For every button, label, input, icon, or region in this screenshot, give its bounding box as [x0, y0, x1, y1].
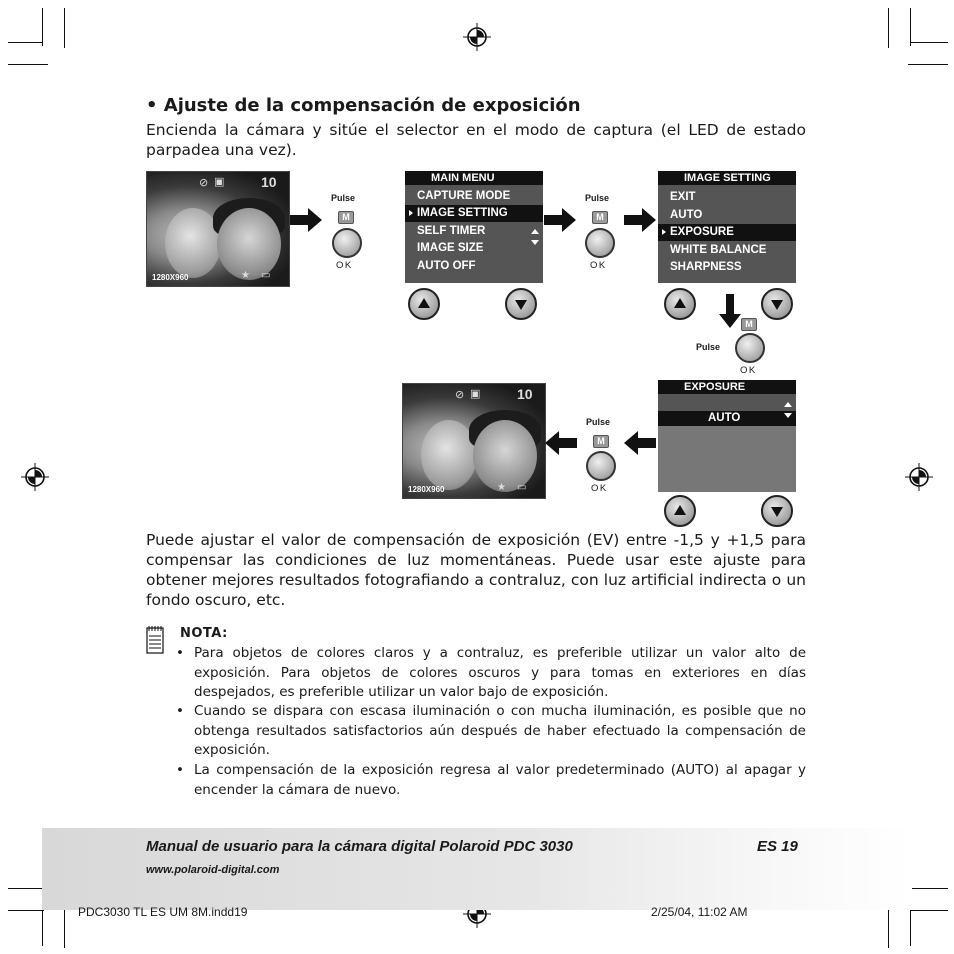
crop-mark — [910, 910, 911, 946]
down-arrow-icon — [771, 300, 783, 310]
crop-mark — [910, 42, 948, 43]
ok-label: OK — [336, 260, 353, 271]
bullet: • — [176, 762, 184, 778]
ok-label: OK — [740, 365, 757, 376]
bullet: • — [176, 703, 184, 719]
arrow-right-icon — [624, 208, 656, 232]
note-item-text: Para objetos de colores claros y a contraluz, es preferible utilizar un valor alto de exposición. Para objetos de colores oscuros y para tomas en exteriores en días despejados, es preferible utilizar un valor bajo de exposición. — [194, 645, 806, 700]
scroll-indicator-icon — [531, 229, 539, 245]
menu-button[interactable]: M — [338, 211, 354, 224]
flash-off-icon: ⊘ — [455, 388, 465, 401]
exposure-lower-area — [658, 426, 796, 492]
down-arrow-icon — [771, 507, 783, 517]
menu-item-capture-mode[interactable]: CAPTURE MODE — [417, 190, 511, 202]
website-link[interactable]: www.polaroid-digital.com — [146, 864, 280, 876]
menu-item-white-balance[interactable]: WHITE BALANCE — [670, 244, 767, 256]
registration-mark-icon — [21, 463, 49, 491]
crop-mark — [42, 8, 43, 46]
pulse-label: Pulse — [331, 193, 356, 203]
main-menu-title: MAIN MENU — [405, 171, 543, 185]
down-button[interactable] — [505, 288, 537, 320]
pulse-label: Pulse — [585, 193, 610, 203]
page-number: ES 19 — [757, 838, 798, 855]
menu-item-image-size[interactable]: IMAGE SIZE — [417, 242, 484, 254]
note-item-text: Cuando se dispara con escasa iluminación o con mucha iluminación, es posible que no obtenga resultados satisfactorios aún después de haber efectuado la compensación de exposición. — [194, 703, 806, 758]
menu-item-sharpness[interactable]: SHARPNESS — [670, 261, 742, 273]
up-button[interactable] — [408, 288, 440, 320]
pulse-label: Pulse — [696, 342, 721, 352]
resolution-label: 1280X960 — [408, 485, 445, 494]
main-menu-screen — [405, 171, 543, 283]
arrow-left-icon — [545, 431, 577, 455]
ok-button[interactable] — [735, 333, 765, 363]
note-item — [176, 761, 806, 800]
section-heading: • Ajuste de la compensación de exposición — [146, 95, 581, 116]
pulse-label: Pulse — [586, 417, 611, 427]
camera-preview-photo — [402, 383, 546, 499]
down-button[interactable] — [761, 288, 793, 320]
camera-icon: ▣ — [470, 387, 481, 400]
ok-button[interactable] — [332, 228, 362, 258]
crop-mark — [42, 910, 43, 946]
down-arrow-icon — [515, 300, 527, 310]
resolution-label: 1280X960 — [152, 273, 189, 282]
crop-mark — [64, 908, 65, 948]
ok-button[interactable] — [585, 228, 615, 258]
arrow-right-icon — [544, 208, 576, 232]
slug-date: 2/25/04, 11:02 AM — [651, 905, 748, 919]
crop-mark — [8, 910, 44, 911]
crop-mark — [888, 8, 889, 48]
note-label: NOTA: — [180, 626, 228, 641]
ok-label: OK — [591, 483, 608, 494]
bullet: • — [176, 645, 184, 661]
note-item-text: La compensación de la exposición regresa al valor predeterminado (AUTO) al apagar y encender la cámara de nuevo. — [194, 762, 806, 798]
slug-filename: PDC3030 TL ES UM 8M.indd19 — [78, 905, 248, 919]
image-setting-title: IMAGE SETTING — [658, 171, 796, 185]
exposure-title: EXPOSURE — [658, 380, 796, 394]
crop-mark — [64, 8, 65, 48]
note-item — [176, 644, 806, 703]
menu-item-auto[interactable]: AUTO — [670, 209, 703, 221]
image-setting-screen — [658, 171, 796, 283]
scroll-indicator-icon — [784, 402, 792, 418]
up-arrow-icon — [674, 505, 686, 515]
camera-icon: ▣ — [214, 175, 225, 188]
manual-title: Manual de usuario para la cámara digital Polaroid PDC 3030 — [146, 838, 573, 855]
crop-mark — [908, 64, 948, 65]
up-arrow-icon — [674, 298, 686, 308]
crop-mark — [908, 888, 948, 889]
body-paragraph: Puede ajustar el valor de compensación de exposición (EV) entre -1,5 y +1,5 para compensar las condiciones de luz momentáneas. Puede usar este ajuste para obtener mejores resultados fotografiando a contraluz, con luz artificial indirecta o un fondo oscuro, etc. — [146, 531, 806, 609]
up-button[interactable] — [664, 288, 696, 320]
exposure-value[interactable]: AUTO — [658, 411, 796, 426]
note-item — [176, 702, 806, 761]
shot-count: 10 — [517, 386, 533, 402]
crop-mark — [888, 908, 889, 948]
ok-label: OK — [590, 260, 607, 271]
battery-icon: ▭ — [517, 482, 527, 493]
down-button[interactable] — [761, 495, 793, 527]
intro-paragraph: Encienda la cámara y sitúe el selector en el modo de captura (el LED de estado parpadea una vez). — [146, 121, 806, 159]
ok-button[interactable] — [586, 451, 616, 481]
shot-count: 10 — [261, 174, 277, 190]
registration-mark-icon — [905, 463, 933, 491]
notepad-icon — [146, 626, 164, 654]
menu-button[interactable]: M — [592, 211, 608, 224]
menu-button[interactable]: M — [593, 435, 609, 448]
up-arrow-icon — [418, 298, 430, 308]
battery-icon: ▭ — [261, 270, 271, 281]
quality-star-icon: ★ — [241, 270, 250, 281]
menu-item-exposure[interactable]: EXPOSURE — [658, 224, 796, 241]
menu-item-self-timer[interactable]: SELF TIMER — [417, 225, 486, 237]
exposure-screen — [658, 380, 796, 492]
arrow-left-icon — [624, 431, 656, 455]
crop-mark — [8, 42, 43, 43]
exposure-spacer — [658, 395, 796, 411]
quality-star-icon: ★ — [497, 482, 506, 493]
menu-item-exit[interactable]: EXIT — [670, 191, 696, 203]
registration-mark-icon — [463, 23, 491, 51]
menu-item-auto-off[interactable]: AUTO OFF — [417, 260, 476, 272]
crop-mark — [910, 910, 948, 911]
crop-mark — [8, 64, 48, 65]
flash-off-icon: ⊘ — [199, 176, 209, 189]
arrow-right-icon — [290, 208, 322, 232]
camera-preview-photo — [146, 171, 290, 287]
menu-button[interactable]: M — [741, 318, 757, 331]
crop-mark — [910, 8, 911, 46]
arrow-down-icon — [719, 294, 741, 328]
up-button[interactable] — [664, 495, 696, 527]
menu-item-image-setting[interactable]: IMAGE SETTING — [405, 205, 543, 222]
